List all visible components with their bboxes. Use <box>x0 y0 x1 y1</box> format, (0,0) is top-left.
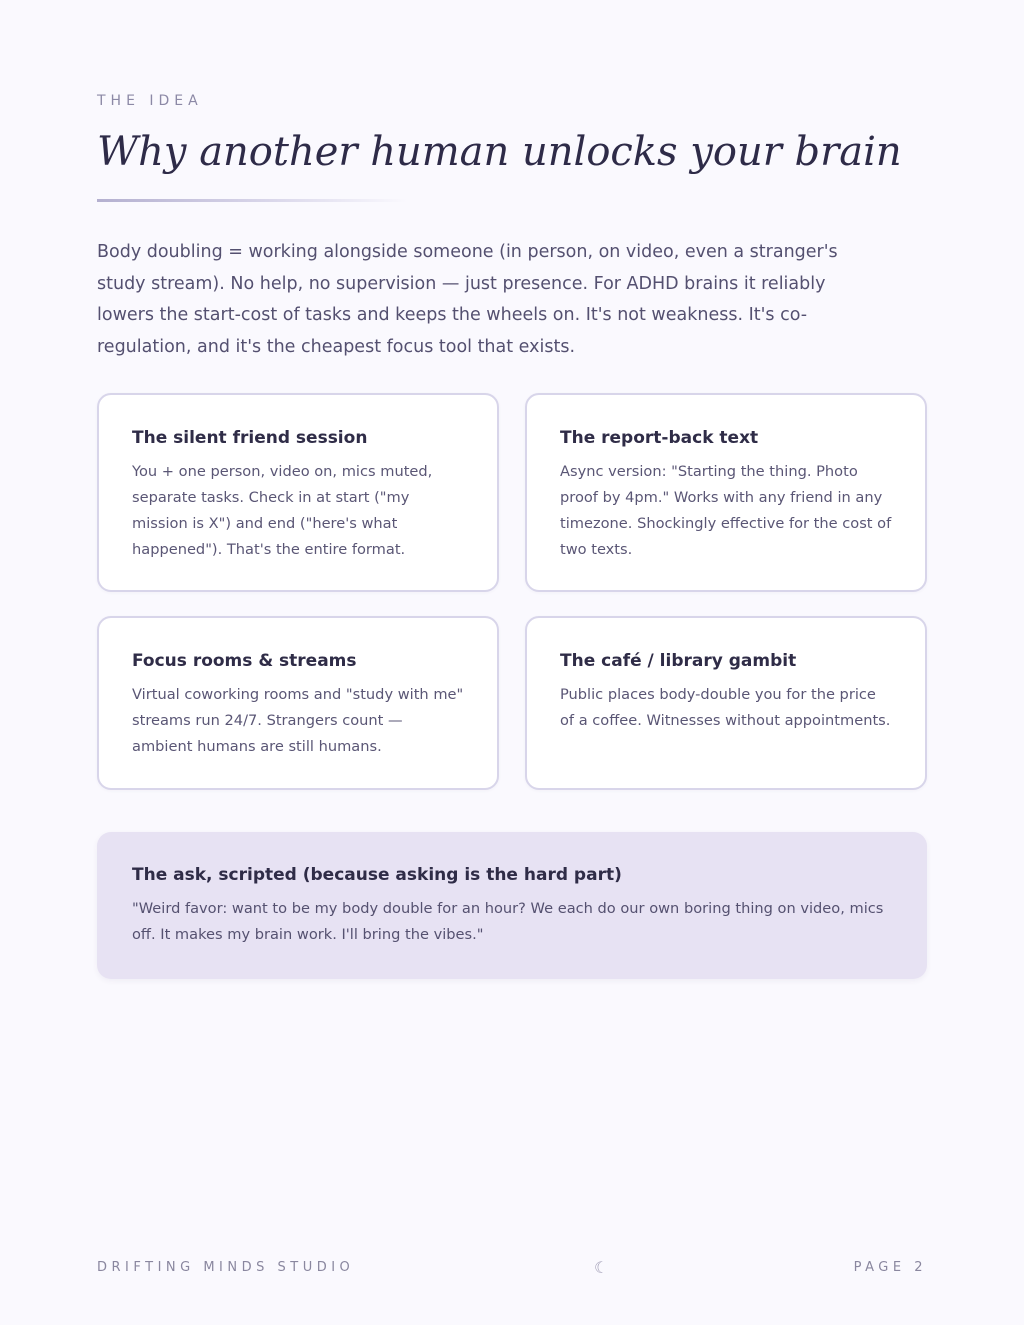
footer-studio-name: DRIFTING MINDS STUDIO <box>97 1260 355 1275</box>
card-title: The café / library gambit <box>560 651 797 671</box>
page-title: Why another human unlocks your brain <box>97 129 902 175</box>
scripted-ask-callout <box>97 832 927 979</box>
callout-body: "Weird favor: want to be my body double for an hour? We each do our own boring thing on video, mics off. It makes my brain work. I'll bring the vibes." <box>132 900 884 943</box>
card-body: You + one person, video on, mics muted, separate tasks. Check in at start ("my mission is X") and end ("here's what happened"). That's the entire format. <box>132 463 433 558</box>
card-title: The silent friend session <box>132 428 368 448</box>
card-title: Focus rooms & streams <box>132 651 357 671</box>
footer-page-number: PAGE 2 <box>853 1260 927 1275</box>
title-divider <box>97 199 407 202</box>
card-silent-friend-session <box>97 393 499 592</box>
page-footer <box>97 1258 927 1280</box>
card-body: Virtual coworking rooms and "study with me" streams run 24/7. Strangers count — ambient humans are still humans. <box>132 686 464 755</box>
crescent-moon-icon: ☾ <box>594 1258 609 1277</box>
card-body: Public places body-double you for the price of a coffee. Witnesses without appointments. <box>560 686 891 729</box>
card-title: The report-back text <box>560 428 759 448</box>
intro-paragraph: Body doubling = working alongside someone (in person, on video, even a stranger's study stream). No help, no supervision — just presence. For ADHD brains it reliably lowers the start-cost of tasks and keeps the wheels on. It's not weakness. It's co-regulation, and it's the cheapest focus tool that exists. <box>97 242 838 357</box>
callout-title: The ask, scripted (because asking is the hard part) <box>132 865 622 885</box>
page <box>97 0 927 1325</box>
card-report-back-text <box>525 393 927 592</box>
section-eyebrow: THE IDEA <box>97 93 203 109</box>
card-focus-rooms-streams <box>97 616 499 790</box>
card-body: Async version: "Starting the thing. Photo proof by 4pm." Works with any friend in any timezone. Shockingly effective for the cost of two texts. <box>560 463 892 558</box>
card-cafe-library-gambit <box>525 616 927 790</box>
